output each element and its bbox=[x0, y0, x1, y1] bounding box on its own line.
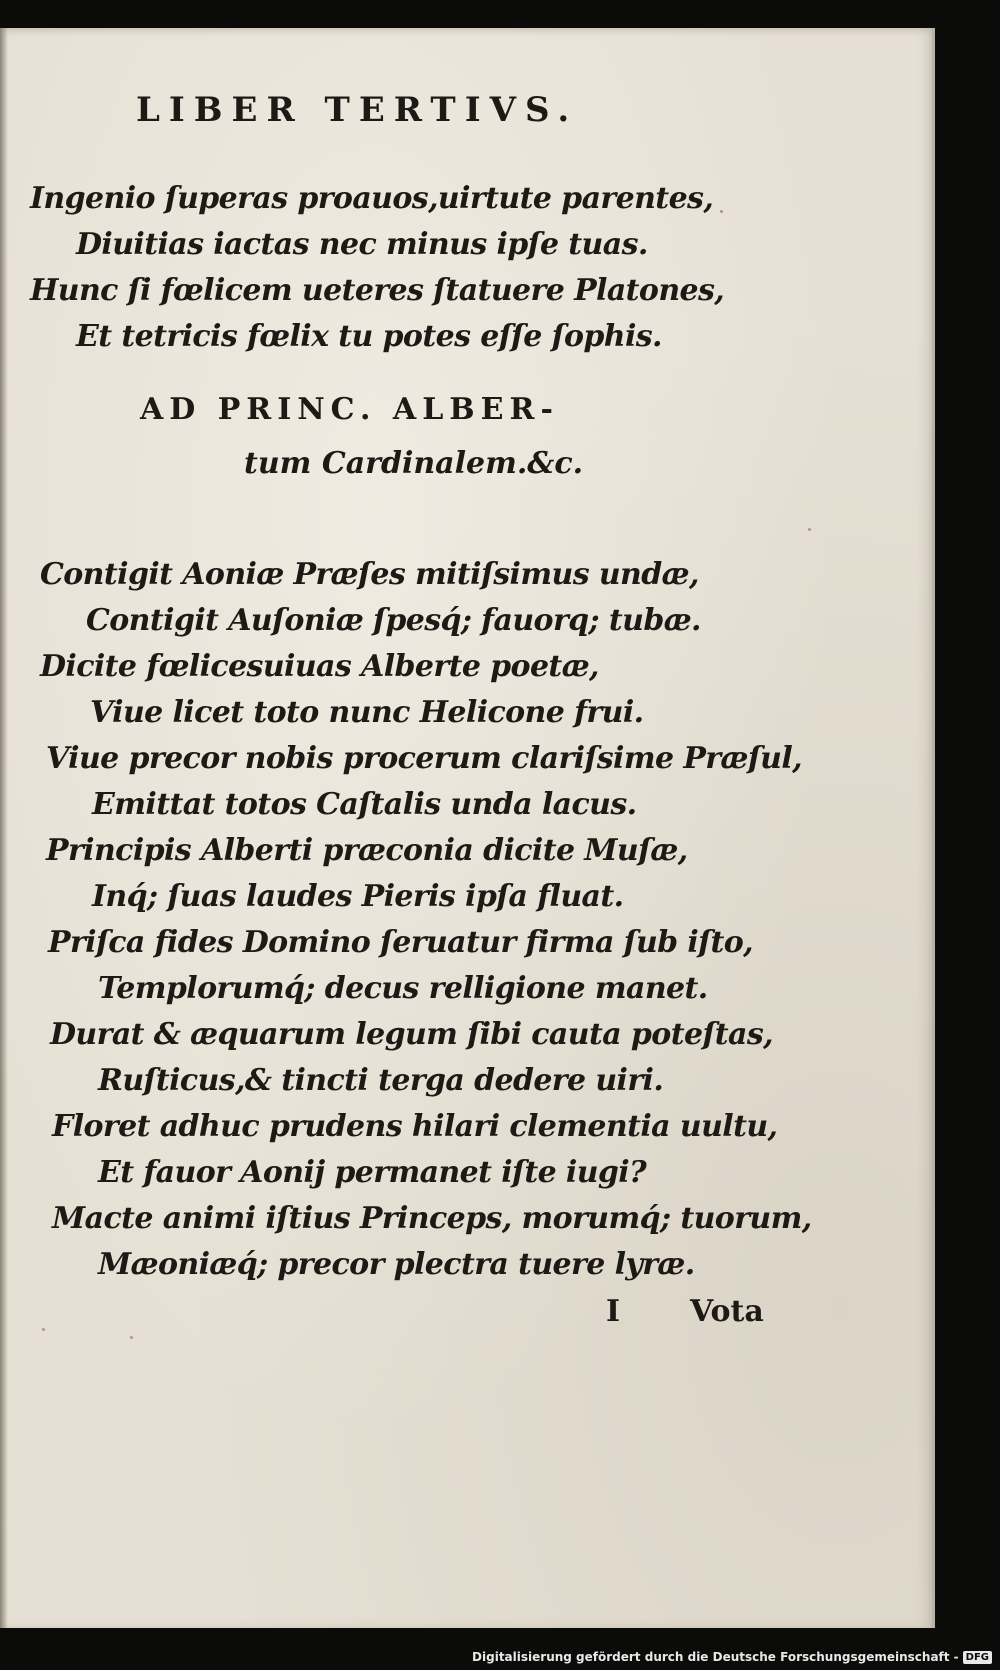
verse-line: Mæoniæq́; precor plectra tuere lyræ. bbox=[98, 1247, 695, 1282]
paper-speck bbox=[720, 210, 723, 213]
credit-text: Digitalisierung gefördert durch die Deutsche Forschungsgemeinschaft - bbox=[472, 1650, 959, 1664]
verse-line: Contigit Aoniæ Præſes mitiſsimus undæ, bbox=[40, 557, 699, 592]
running-head: LIBER TERTIVS. bbox=[136, 90, 579, 130]
paper-speck bbox=[42, 1328, 45, 1331]
dfg-logo: DFG bbox=[963, 1651, 992, 1664]
verse-line: Et fauor Aonij permanet iſte iugi? bbox=[98, 1155, 647, 1190]
verse-line: Diuitias iactas nec minus ipſe tuas. bbox=[76, 227, 648, 262]
verse-line: Macte animi iſtius Princeps, morumq́; tuorum, bbox=[52, 1201, 812, 1236]
digitization-credit bbox=[472, 1650, 992, 1664]
page-gutter-shadow bbox=[0, 28, 8, 1628]
verse-line: Viue precor nobis procerum clariſsime Præſul, bbox=[46, 741, 803, 776]
poem-title: AD PRINC. ALBER- bbox=[140, 392, 559, 427]
verse-line: Principis Alberti præconia dicite Muſæ, bbox=[46, 833, 688, 868]
verse-line: Dicite fœlicesuiuas Alberte poetæ, bbox=[40, 649, 599, 684]
verse-line: Hunc ſi fœlicem ueteres ſtatuere Platones, bbox=[30, 273, 725, 308]
poem-title-continued: tum Cardinalem.&c. bbox=[244, 446, 584, 481]
verse-line: Templorumq́; decus relligione manet. bbox=[98, 971, 708, 1006]
verse-line: Durat & æquarum legum ſibi cauta poteſtas, bbox=[50, 1017, 773, 1052]
verse-line: Inq́; ſuas laudes Pieris ipſa fluat. bbox=[92, 879, 624, 914]
verse-line: Ingenio ſuperas proauos,uirtute parentes, bbox=[30, 181, 714, 216]
paper-speck bbox=[130, 1336, 133, 1339]
catchword: Vota bbox=[690, 1294, 764, 1329]
verse-line: Contigit Auſoniæ ſpesq́; fauorq; tubæ. bbox=[86, 603, 701, 638]
verse-line: Priſca fides Domino ſeruatur firma ſub iſto, bbox=[48, 925, 753, 960]
paper-speck bbox=[808, 528, 811, 531]
verse-line: Viue licet toto nunc Helicone frui. bbox=[90, 695, 644, 730]
verse-line: Ruſticus,& tincti terga dedere uiri. bbox=[98, 1063, 664, 1098]
signature-mark: I bbox=[606, 1294, 621, 1329]
verse-line: Emittat totos Caſtalis unda lacus. bbox=[92, 787, 637, 822]
verse-line: Et tetricis fœlix tu potes eſſe ſophis. bbox=[76, 319, 662, 354]
book-page bbox=[0, 28, 935, 1628]
verse-line: Floret adhuc prudens hilari clementia uultu, bbox=[52, 1109, 778, 1144]
